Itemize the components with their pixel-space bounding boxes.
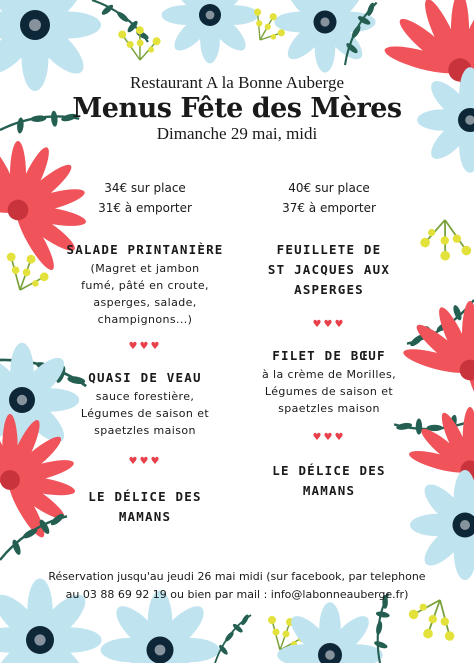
- description-line: champignons...): [97, 313, 193, 326]
- starter-line: ASPERGES: [294, 282, 364, 297]
- dessert-line: LE DÉLICE DES: [272, 463, 386, 478]
- heart-separator: ♥♥♥: [128, 456, 162, 467]
- heart-separator: ♥♥♥: [128, 341, 162, 352]
- restaurant-name: Restaurant A la Bonne Auberge: [129, 73, 345, 92]
- reservation-line: Réservation jusqu'au jeudi 26 mai midi (sur facebook, par telephone: [48, 570, 426, 583]
- menu-header: [0, 73, 474, 143]
- price-takeaway: 37€ à emporter: [282, 201, 376, 215]
- price-on-site: 40€ sur place: [288, 181, 370, 195]
- description-line: spaetzles maison: [94, 424, 196, 437]
- dessert-line: MAMANS: [118, 509, 172, 524]
- dessert-line: LE DÉLICE DES: [88, 489, 202, 504]
- reservation-line: au 03 88 69 92 19 ou bien par mail : info@labonneauberge.fr): [65, 588, 409, 601]
- description-line: (Magret et jambon: [90, 262, 200, 275]
- reservation-info: [0, 568, 474, 604]
- description-line: fumé, pâté en croute,: [81, 279, 209, 292]
- price-takeaway: 31€ à emporter: [98, 201, 192, 215]
- description-line: asperges, salade,: [93, 296, 197, 309]
- starter-name: SALADE PRINTANIÈRE: [66, 242, 224, 257]
- description-line: à la crème de Morilles,: [262, 368, 396, 381]
- dessert-name: [234, 461, 424, 501]
- menu-column-left: [50, 178, 240, 527]
- event-date: Dimanche 29 mai, midi: [156, 124, 318, 143]
- starter-line: FEUILLETE DE: [276, 242, 382, 257]
- description-line: Légumes de saison et: [80, 407, 210, 420]
- dessert-line: MAMANS: [302, 483, 356, 498]
- description-line: Légumes de saison et: [264, 385, 394, 398]
- heart-separator: ♥♥♥: [312, 432, 346, 443]
- starter-line: ST JACQUES AUX: [267, 262, 391, 277]
- page-title: Menus Fête des Mères: [72, 93, 402, 124]
- starter-description: [50, 260, 240, 328]
- main-course-name: FILET DE BŒUF: [272, 348, 386, 363]
- heart-separator: ♥♥♥: [312, 319, 346, 330]
- price-on-site: 34€ sur place: [104, 181, 186, 195]
- starter-name: [234, 240, 424, 300]
- description-line: sauce forestière,: [95, 390, 195, 403]
- dessert-name: [50, 487, 240, 527]
- menu-column-right: [234, 178, 424, 501]
- main-course-name: QUASI DE VEAU: [88, 370, 202, 385]
- main-course-description: [50, 388, 240, 439]
- description-line: spaetzles maison: [278, 402, 380, 415]
- main-course-description: [234, 366, 424, 417]
